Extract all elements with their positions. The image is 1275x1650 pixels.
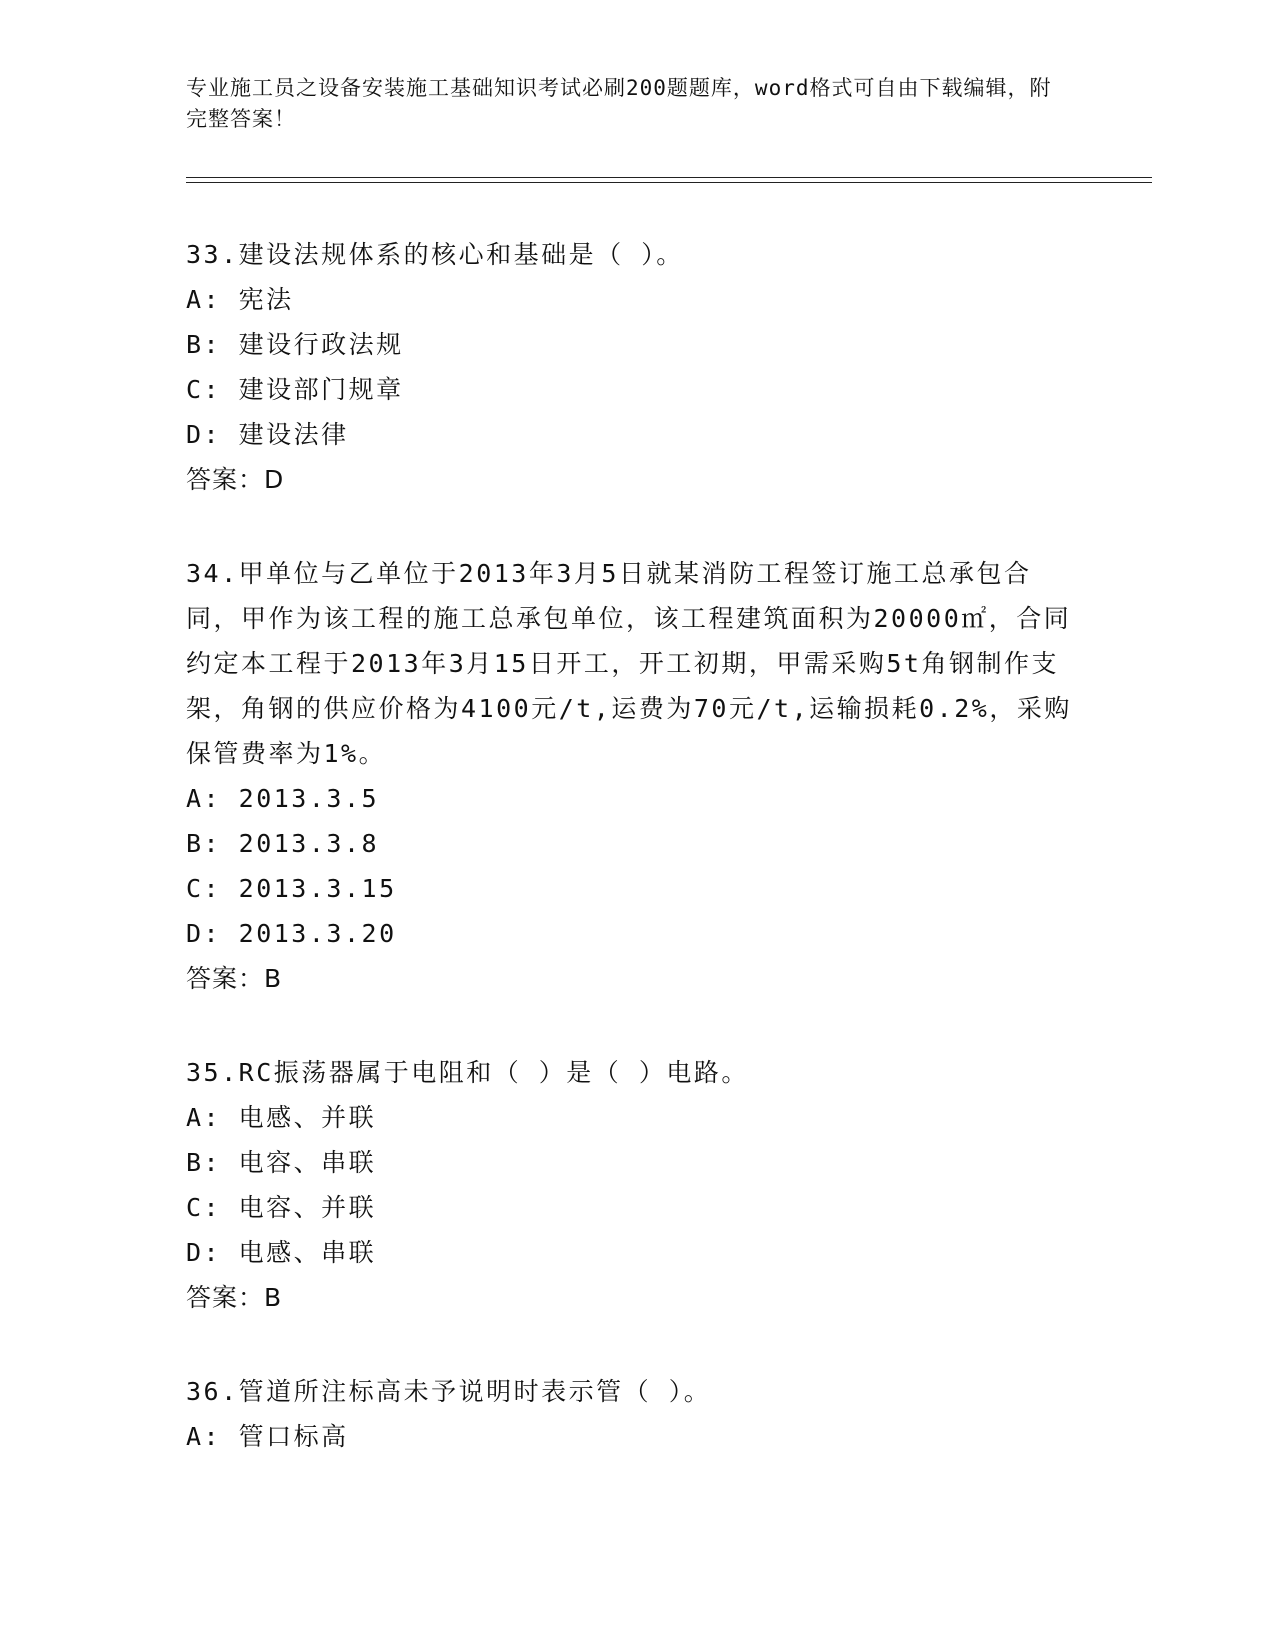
- option-a: A: 宪法: [186, 285, 294, 314]
- option-b: B: 2013.3.8: [186, 829, 380, 858]
- option-a: A: 电感、并联: [186, 1103, 377, 1132]
- question-list: [186, 232, 1086, 1508]
- option-b: B: 电容、串联: [186, 1148, 377, 1177]
- option-d: D: 电感、串联: [186, 1238, 377, 1267]
- option-a: A: 2013.3.5: [186, 784, 380, 813]
- document-header: 专业施工员之设备安装施工基础知识考试必刷200题题库，word格式可自由下载编辑，附完整答案！: [186, 76, 1052, 131]
- question-34: [186, 551, 1086, 1001]
- header-divider-bottom: [186, 182, 1152, 183]
- option-d: D: 2013.3.20: [186, 919, 397, 948]
- question-text: 33.建设法规体系的核心和基础是（ ）。: [186, 240, 684, 269]
- question-text: 36.管道所注标高未予说明时表示管（ ）。: [186, 1377, 712, 1406]
- option-a: A: 管口标高: [186, 1422, 349, 1451]
- question-text: 34.甲单位与乙单位于2013年3月5日就某消防工程签订施工总承包合同，甲作为该工程的施工总承包单位，该工程建筑面积为20000㎡，合同约定本工程于2013年3月15日开工，开工初期，甲需采购5t角钢制作支架，角钢的供应价格为4100元/t,运费为70元/t,运输损耗0.2%，采购保管费率为1%。: [186, 559, 1072, 768]
- option-c: C: 2013.3.15: [186, 874, 397, 903]
- question-36: [186, 1369, 1086, 1459]
- question-35: [186, 1050, 1086, 1320]
- header-divider-top: [186, 177, 1152, 178]
- answer-line: 答案：B: [186, 1283, 283, 1312]
- option-c: C: 电容、并联: [186, 1193, 377, 1222]
- option-d: D: 建设法律: [186, 420, 349, 449]
- option-b: B: 建设行政法规: [186, 330, 404, 359]
- answer-line: 答案：B: [186, 964, 283, 993]
- option-c: C: 建设部门规章: [186, 375, 404, 404]
- question-text: 35.RC振荡器属于电阻和（ ）是（ ）电路。: [186, 1058, 749, 1087]
- question-33: [186, 232, 1086, 502]
- answer-line: 答案：D: [186, 465, 285, 494]
